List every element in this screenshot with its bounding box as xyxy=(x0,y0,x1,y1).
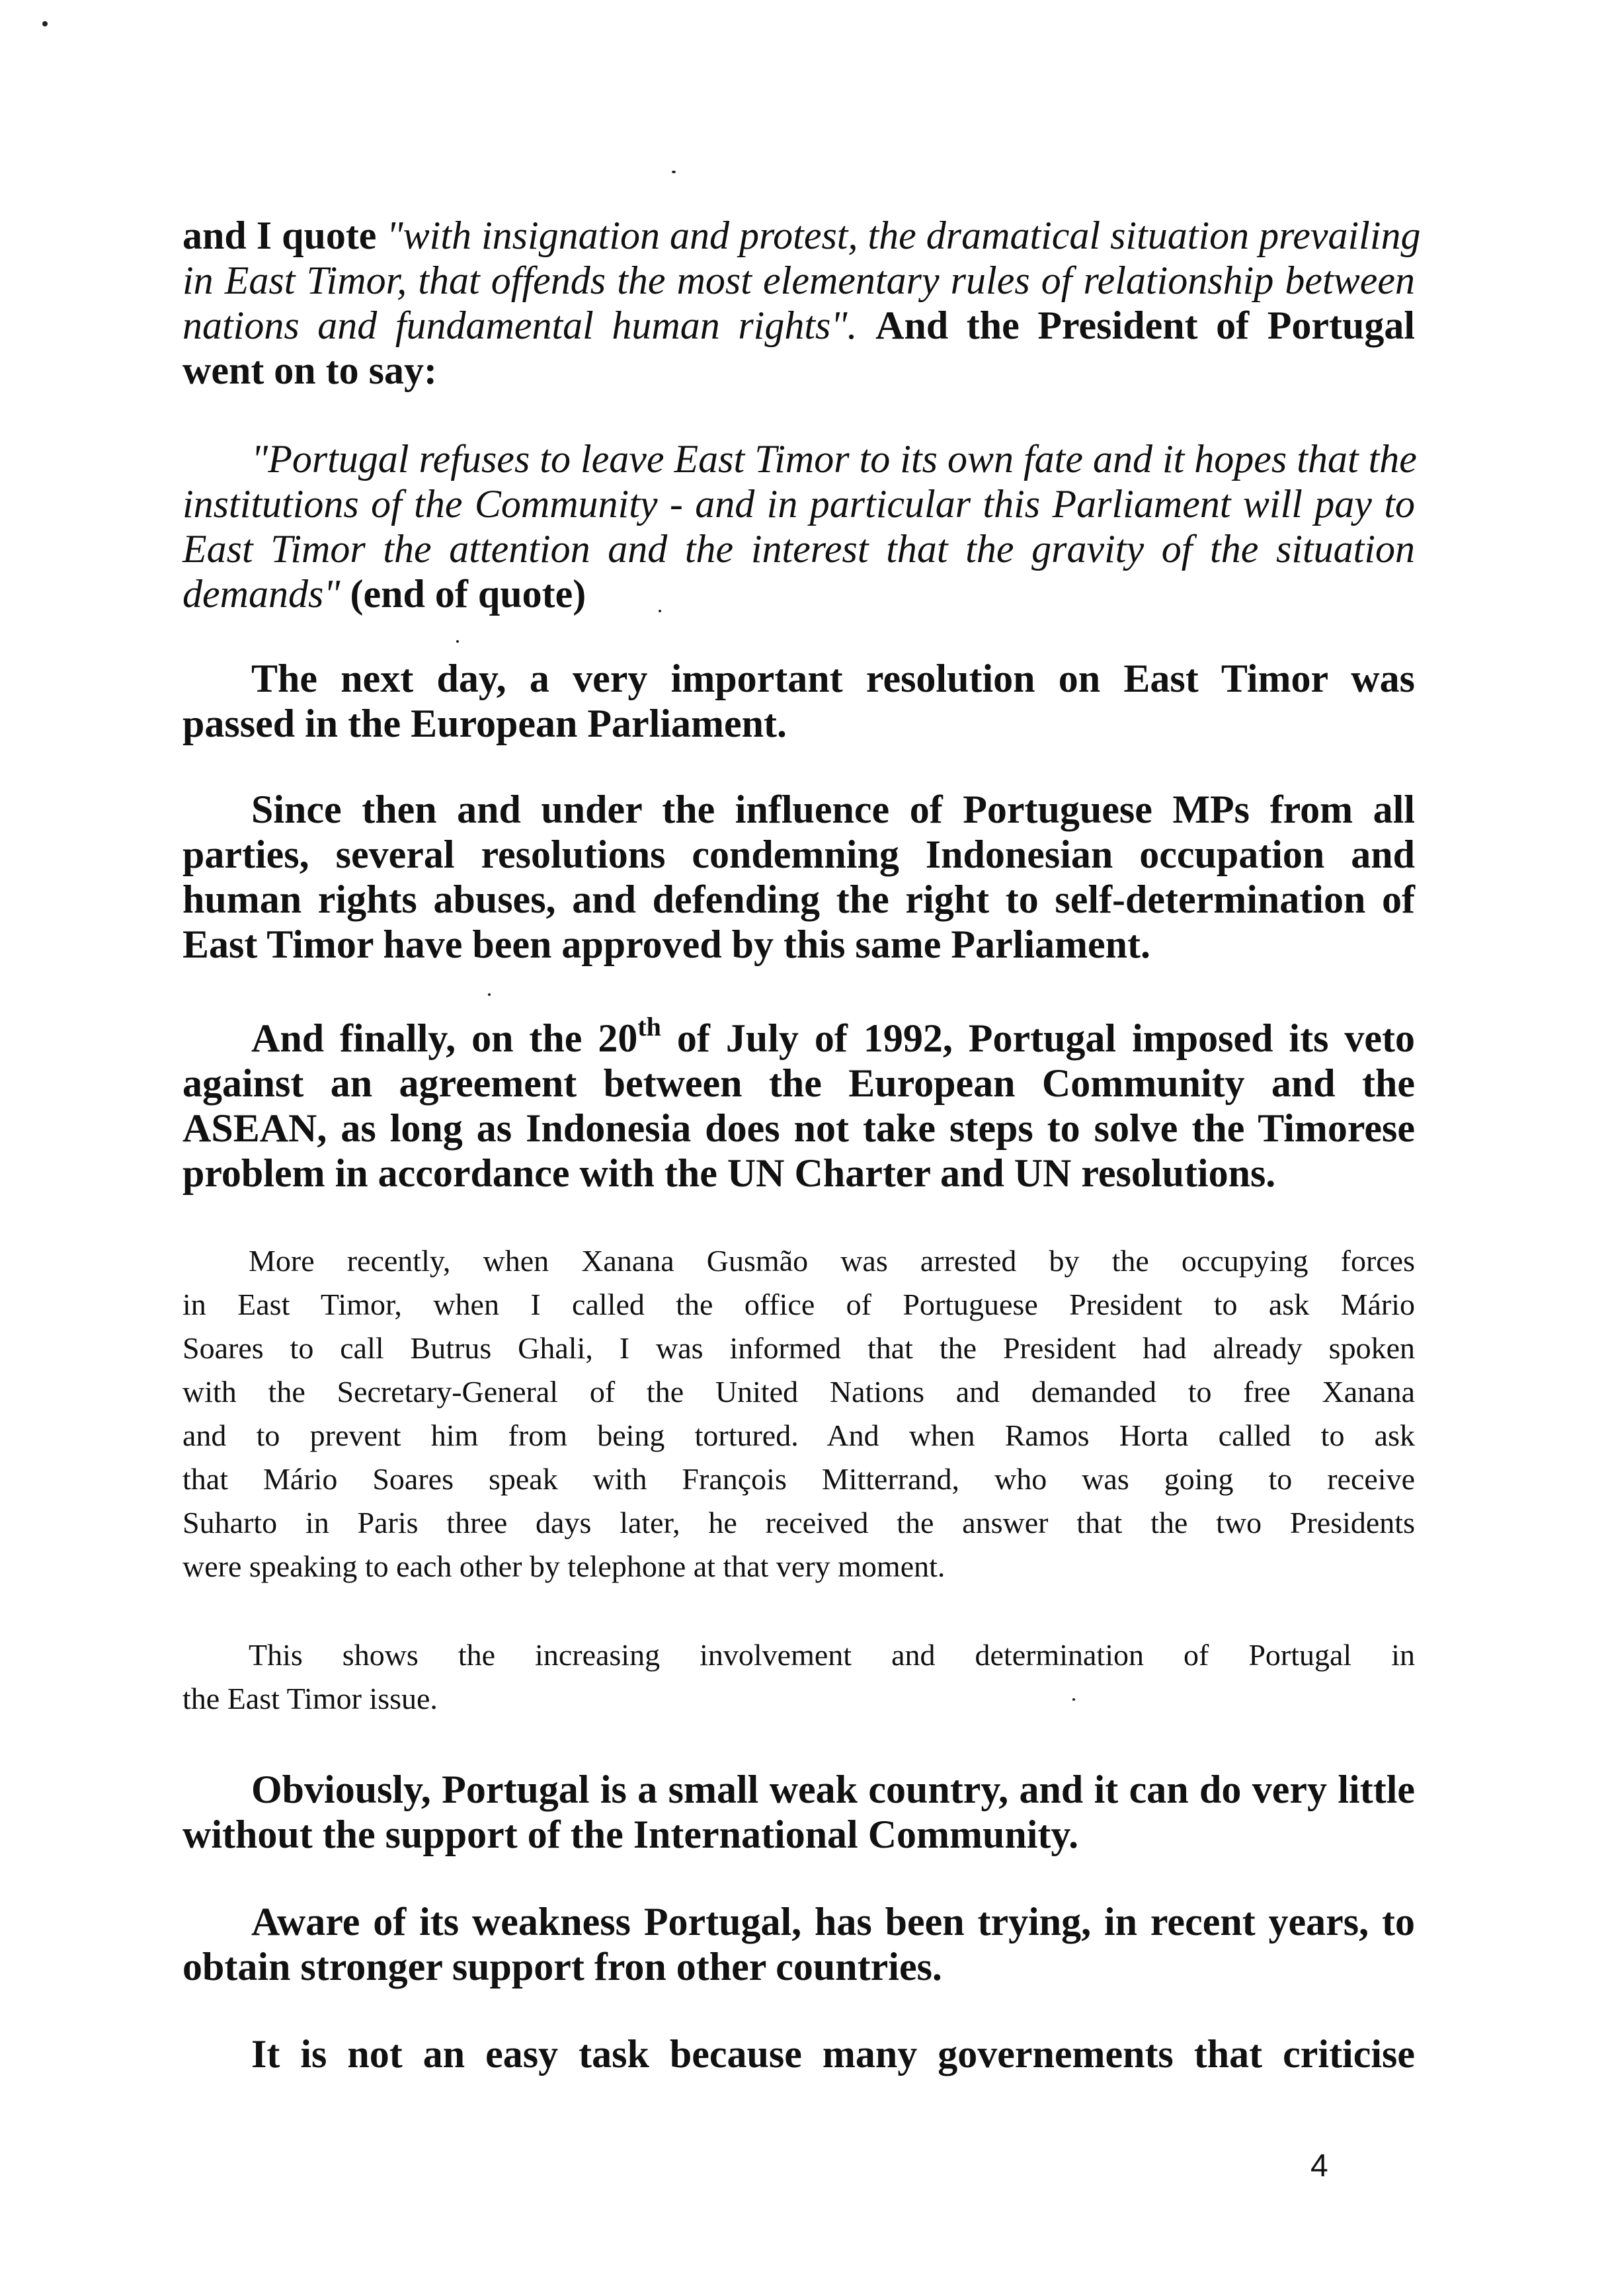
paragraph-aware xyxy=(182,1899,1415,1989)
text-line: Soares to call Butrus Ghali, I was informed that the President had already spoken xyxy=(182,1331,1415,1365)
paragraph-recently xyxy=(182,1239,1415,1588)
text-run: of July of 1992, Portugal imposed its veto xyxy=(661,1016,1415,1060)
scan-speck xyxy=(42,21,48,26)
text-line: the East Timor issue. xyxy=(182,1682,438,1715)
text-line: More recently, when Xanana Gusmão was arrested by the occupying forces xyxy=(249,1244,1415,1278)
text-line xyxy=(182,526,1415,571)
page-number: 4 xyxy=(1310,2149,1328,2184)
text-line: human rights abuses, and defending the right to self-determination of xyxy=(182,878,1415,921)
paragraph-since-then xyxy=(182,787,1415,967)
text-line xyxy=(182,571,1415,616)
scan-speck xyxy=(488,993,491,996)
text-line xyxy=(182,303,1415,348)
italic-text-run: institutions of the Community - and in particular this Parliament will pay to xyxy=(182,482,1415,526)
text-run: And the President of Portugal xyxy=(875,304,1415,347)
paragraph-obviously xyxy=(182,1767,1415,1857)
text-line: This shows the increasing involvement and determination of Portugal in xyxy=(249,1638,1415,1672)
text-line: Since then and under the influence of Portuguese MPs from all xyxy=(251,788,1415,831)
paragraph-shows xyxy=(182,1633,1415,1721)
paragraph-next-day xyxy=(182,656,1415,746)
paragraph-finally xyxy=(182,1012,1415,1196)
scan-speck xyxy=(456,640,459,643)
text-line: went on to say: xyxy=(182,348,437,392)
text-line xyxy=(182,436,1415,481)
text-line: parties, several resolutions condemning Indonesian occupation and xyxy=(182,833,1415,876)
text-line: were speaking to each other by telephone at that very moment. xyxy=(182,1549,945,1583)
text-line: that Mário Soares speak with François Mitterrand, who was going to receive xyxy=(182,1462,1415,1496)
text-line xyxy=(182,481,1415,526)
text-line: with the Secretary-General of the United Nations and demanded to free Xanana xyxy=(182,1375,1415,1409)
text-line: Suharto in Paris three days later, he received the answer that the two Presidents xyxy=(182,1506,1415,1539)
italic-text-run: "Portugal refuses to leave East Timor to its own fate and it hopes that the xyxy=(251,437,1417,481)
text-line: passed in the European Parliament. xyxy=(182,702,787,745)
text-line: obtain stronger support fron other countries. xyxy=(182,1945,942,1988)
text-line: East Timor have been approved by this same Parliament. xyxy=(182,922,1150,966)
text-line: Obviously, Portugal is a small weak country, and it can do very little xyxy=(251,1768,1415,1811)
text-line: ASEAN, as long as Indonesia does not take steps to solve the Timorese xyxy=(182,1106,1415,1150)
italic-text-run: in East Timor, that offends the most elementary rules of relationship between xyxy=(182,259,1415,302)
paragraph-not-easy xyxy=(182,2031,1415,2076)
text-run: And finally, on the 20 xyxy=(251,1016,638,1060)
text-line: problem in accordance with the UN Charter and UN resolutions. xyxy=(182,1151,1276,1195)
italic-text-run: demands" xyxy=(182,572,341,616)
paragraph-quote xyxy=(182,436,1415,616)
text-line: Aware of its weakness Portugal, has been trying, in recent years, to xyxy=(251,1900,1415,1944)
scan-speck xyxy=(672,171,676,173)
text-line xyxy=(182,1012,1415,1061)
italic-text-run: nations and fundamental human rights". xyxy=(182,304,876,347)
text-run: and I quote xyxy=(182,214,387,257)
text-run: (end of quote) xyxy=(340,572,586,616)
text-line: It is not an easy task because many governements that criticise xyxy=(251,2032,1415,2076)
superscript: th xyxy=(637,1012,661,1042)
text-line: against an agreement between the European Community and the xyxy=(182,1061,1415,1105)
italic-text-run: "with insignation and protest, the dramatical situation prevailing xyxy=(386,214,1421,257)
text-line xyxy=(182,213,1421,258)
text-line xyxy=(182,258,1415,303)
text-line: without the support of the International Community. xyxy=(182,1813,1079,1856)
text-line: and to prevent him from being tortured. And when Ramos Horta called to ask xyxy=(182,1418,1415,1452)
italic-text-run: East Timor the attention and the interest that the gravity of the situation xyxy=(182,527,1415,571)
text-line: in East Timor, when I called the office of Portuguese President to ask Mário xyxy=(182,1288,1415,1321)
text-line: The next day, a very important resolution on East Timor was xyxy=(251,657,1415,700)
paragraph-quote-intro xyxy=(182,213,1421,393)
